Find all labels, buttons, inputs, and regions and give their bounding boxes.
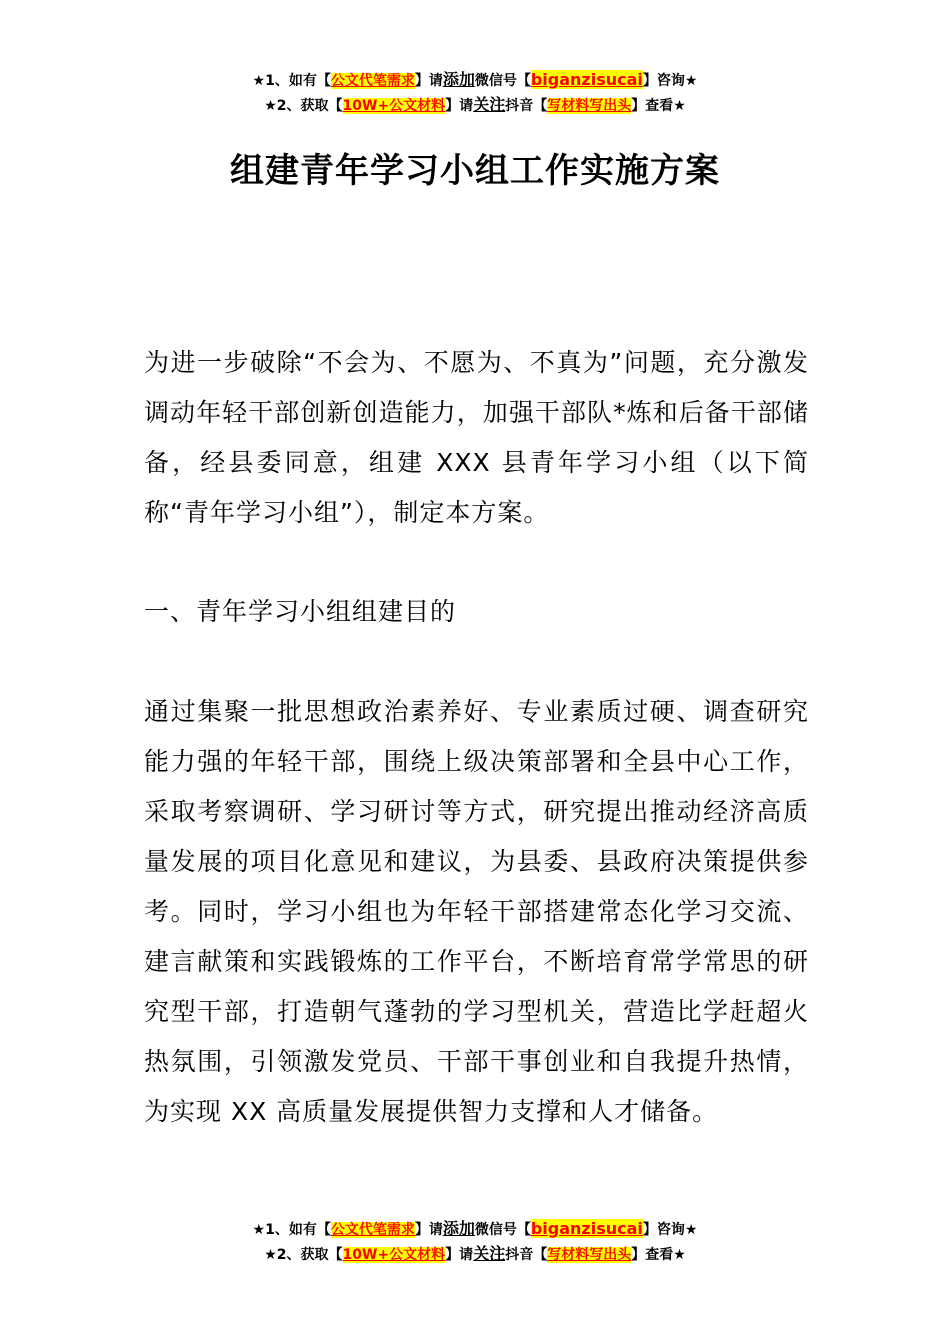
promo-text: ★1、如有【	[252, 73, 331, 89]
promo-text: ★2、获取【	[264, 1247, 343, 1263]
promo-highlight: 写材料写出头	[547, 98, 632, 114]
bottom-promo-banner	[0, 1217, 950, 1267]
promo-text: 微信号【	[474, 73, 531, 89]
promo-text: ★1、如有【	[252, 1222, 331, 1238]
promo-line-1	[0, 1217, 950, 1242]
promo-text: 】咨询★	[642, 1222, 698, 1238]
promo-underlined: 关注	[473, 95, 506, 114]
promo-text: 】请	[445, 98, 474, 114]
promo-highlight: 10W+公文材料	[342, 98, 446, 114]
promo-highlight: 10W+公文材料	[342, 1247, 446, 1263]
promo-text: 】查看★	[631, 98, 686, 114]
promo-underlined: 关注	[473, 1244, 506, 1263]
promo-text: 抖音【	[505, 98, 548, 114]
promo-text: 】请	[414, 1222, 443, 1238]
intro-paragraph: 为进一步破除“不会为、不愿为、不真为”问题，充分激发调动年轻干部创新创造能力，加强干部队*炼和后备干部储备，经县委同意，组建 XXX 县青年学习小组（以下简称“青年学习小组”），制定本方案。	[144, 348, 809, 527]
promo-line-2	[0, 1242, 950, 1267]
promo-highlight: biganzisucai	[530, 1219, 643, 1238]
promo-text: 】查看★	[631, 1247, 686, 1263]
promo-highlight: 写材料写出头	[547, 1247, 632, 1263]
top-promo-banner	[0, 68, 950, 118]
promo-highlight: 公文代笔需求	[330, 73, 415, 89]
promo-text: 】咨询★	[642, 73, 698, 89]
document-title: 组建青年学习小组工作实施方案	[230, 151, 720, 191]
promo-highlight: biganzisucai	[530, 70, 643, 89]
promo-highlight: 公文代笔需求	[330, 1222, 415, 1238]
promo-underlined: 添加	[442, 70, 475, 89]
section-1-paragraph: 通过集聚一批思想政治素养好、专业素质过硬、调查研究能力强的年轻干部，围绕上级决策部署和全县中心工作，采取考察调研、学习研讨等方式，研究提出推动经济高质量发展的项目化意见和建议，为县委、县政府决策提供参考。同时，学习小组也为年轻干部搭建常态化学习交流、建言献策和实践锻炼的工作平台，不断培育常学常思的研究型干部，打造朝气蓬勃的学习型机关，营造比学赶超火热氛围，引领激发党员、干部干事创业和自我提升热情，为实现 XX 高质量发展提供智力支撑和人才储备。	[144, 697, 809, 1126]
promo-line-1	[0, 68, 950, 93]
promo-line-2	[0, 93, 950, 118]
promo-text: ★2、获取【	[264, 98, 343, 114]
promo-text: 微信号【	[474, 1222, 531, 1238]
section-1-heading: 一、青年学习小组组建目的	[144, 597, 457, 626]
promo-text: 】请	[414, 73, 443, 89]
promo-text: 】请	[445, 1247, 474, 1263]
promo-underlined: 添加	[442, 1219, 475, 1238]
promo-text: 抖音【	[505, 1247, 548, 1263]
